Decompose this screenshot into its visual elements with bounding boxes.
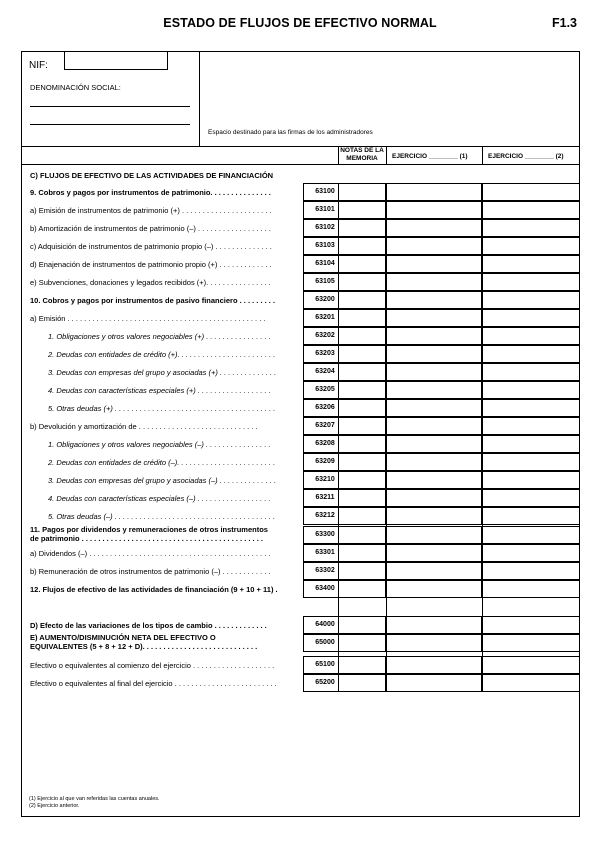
table-row [22,674,579,692]
ejercicio-1-cell[interactable] [386,453,482,471]
table-row [22,219,579,237]
ejercicio-1-cell[interactable] [386,363,482,381]
row-label: c) Adquisición de instrumentos de patrimonio propio (–) . . . . . . . . . . . . . . [30,242,272,251]
notas-cell[interactable] [338,435,386,453]
row-label: e) Subvenciones, donaciones y legados recibidos (+). . . . . . . . . . . . . . . . [30,278,271,287]
ejercicio-2-cell[interactable] [482,616,579,634]
row-code: 65000 [315,639,335,646]
table-row [22,562,579,580]
notas-cell[interactable] [338,417,386,435]
row-label: 4. Deudas con características especiales (–) . . . . . . . . . . . . . . . . . . [48,494,271,503]
table-row [22,489,579,507]
row-label: 12. Flujos de efectivo de las actividades de financiación (9 + 10 + 11) . [30,585,278,594]
ejercicio-2-cell[interactable] [482,255,579,273]
row-label: 2. Deudas con entidades de crédito (+). . . . . . . . . . . . . . . . . . . . . . . . [48,350,276,359]
row-label: b) Remuneración de otros instrumentos de patrimonio (–) . . . . . . . . . . . . [30,567,271,576]
notas-cell[interactable] [338,616,386,634]
denominacion-line-1[interactable] [30,106,190,107]
ejercicio-1-cell[interactable] [386,255,482,273]
row-label-continued: de patrimonio . . . . . . . . . . . . . . . . . . . . . . . . . . . . . . . . . . . . . . . . . . . . [30,533,263,543]
ejercicio-2-cell[interactable] [482,453,579,471]
row-code: 63205 [315,386,335,393]
ejercicio-1-cell[interactable] [386,309,482,327]
notas-cell[interactable] [338,580,386,598]
row-label: Efectivo o equivalentes al comienzo del ejercicio . . . . . . . . . . . . . . . . . . . . [30,661,275,670]
row-label: b) Devolución y amortización de . . . . . . . . . . . . . . . . . . . . . . . . . . . . . [30,422,258,431]
ejercicio-2-cell[interactable] [482,435,579,453]
table-row [22,201,579,219]
row-label: b) Amortización de instrumentos de patrimonio (–) . . . . . . . . . . . . . . . . . . [30,224,271,233]
col-divider [482,146,483,164]
ejercicio-1-cell[interactable] [386,526,482,544]
col-header-ejercicio-1: EJERCICIO ________ (1) [392,153,468,160]
ejercicio-1-cell[interactable] [386,291,482,309]
ejercicio-2-cell[interactable] [482,291,579,309]
table-row [22,363,579,381]
row-code: 63206 [315,404,335,411]
table-row [22,345,579,363]
col-divider [386,183,387,692]
table-row [22,327,579,345]
row-code: 63208 [315,440,335,447]
table-row [22,417,579,435]
row-code: 64000 [315,621,335,628]
form-frame [21,51,580,817]
notas-cell[interactable] [338,309,386,327]
col-divider [386,146,387,164]
table-row [22,237,579,255]
ejercicio-2-cell[interactable] [482,183,579,201]
row-label: Efectivo o equivalentes al final del ejercicio . . . . . . . . . . . . . . . . . . . . . . . . . [30,679,277,688]
table-row [22,453,579,471]
row-code: 65100 [315,661,335,668]
ejercicio-2-cell[interactable] [482,656,579,674]
form-code: F1.3 [551,16,577,30]
ejercicio-1-cell[interactable] [386,201,482,219]
col-divider [338,146,339,164]
ejercicio-1-cell[interactable] [386,562,482,580]
row-label: 1. Obligaciones y otros valores negociables (–) . . . . . . . . . . . . . . . . [48,440,271,449]
row-code: 63211 [315,494,335,501]
row-label: a) Dividendos (–) . . . . . . . . . . . . . . . . . . . . . . . . . . . . . . . . . . . . . . . . . . . . [30,549,271,558]
row-label: 5. Otras deudas (–) . . . . . . . . . . . . . . . . . . . . . . . . . . . . . . . . . . . . . . . [48,512,276,521]
table-row [22,309,579,327]
row-code: 63301 [315,549,335,556]
row-code: 63300 [315,531,335,538]
identity-block [22,52,200,146]
notas-cell[interactable] [338,544,386,562]
notas-cell[interactable] [338,255,386,273]
table-row [22,656,579,674]
ejercicio-1-cell[interactable] [386,544,482,562]
row-code: 63207 [315,422,335,429]
ejercicio-2-cell[interactable] [482,399,579,417]
notas-cell[interactable] [338,634,386,652]
row-label: 2. Deudas con entidades de crédito (–). . . . . . . . . . . . . . . . . . . . . . . . [48,458,276,467]
col-header-ejercicio-2: EJERCICIO ________ (2) [488,153,564,160]
denominacion-line-2[interactable] [30,124,190,125]
ejercicio-2-cell[interactable] [482,327,579,345]
ejercicio-2-cell[interactable] [482,201,579,219]
row-label: 4. Deudas con características especiales (+) . . . . . . . . . . . . . . . . . . [48,386,271,395]
nif-label: NIF: [29,60,48,71]
table-row [22,616,579,634]
notas-cell[interactable] [338,327,386,345]
ejercicio-2-cell[interactable] [482,219,579,237]
ejercicio-1-cell[interactable] [386,471,482,489]
ejercicio-1-cell[interactable] [386,580,482,598]
ejercicio-1-cell[interactable] [386,345,482,363]
row-code: 65200 [315,679,335,686]
section-heading-c: C) FLUJOS DE EFECTIVO DE LAS ACTIVIDADES DE FINANCIACIÓN [30,171,274,180]
table-row [22,471,579,489]
table-row [22,526,579,544]
notas-cell[interactable] [338,507,386,525]
ejercicio-2-cell[interactable] [482,363,579,381]
ejercicio-2-cell[interactable] [482,634,579,652]
notas-cell[interactable] [338,201,386,219]
row-label: 9. Cobros y pagos por instrumentos de patrimonio. . . . . . . . . . . . . . . [30,188,271,197]
col-header-notas: NOTAS DE LA MEMORIA [340,147,384,162]
table-row [22,255,579,273]
row-code: 63400 [315,585,335,592]
ejercicio-2-cell[interactable] [482,309,579,327]
row-code: 63212 [315,512,335,519]
ejercicio-1-cell[interactable] [386,656,482,674]
nif-field[interactable] [64,51,168,70]
notas-cell[interactable] [338,471,386,489]
ejercicio-2-cell[interactable] [482,381,579,399]
ejercicio-2-cell[interactable] [482,544,579,562]
document-title: ESTADO DE FLUJOS DE EFECTIVO NORMAL [163,16,437,30]
row-code: 63104 [315,260,335,267]
col-divider [338,183,339,692]
row-code: 63101 [315,206,335,213]
table-row [22,183,579,201]
notas-cell[interactable] [338,345,386,363]
table-row [22,634,579,652]
notas-cell[interactable] [338,399,386,417]
notas-cell[interactable] [338,656,386,674]
ejercicio-2-cell[interactable] [482,580,579,598]
row-label: 11. Pagos por dividendos y remuneraciones de otros instrumentos de patrimonio . . . . . . . . . . . . . . . . . . . . . . . . . . . . . . . . . . . . . . . . . . . . [30,525,268,543]
row-code: 63201 [315,314,335,321]
notas-cell[interactable] [338,219,386,237]
row-code: 63100 [315,188,335,195]
ejercicio-1-cell[interactable] [386,417,482,435]
divider [22,146,579,147]
row-label: 1. Obligaciones y otros valores negociables (+) . . . . . . . . . . . . . . . . [48,332,271,341]
row-code: 63302 [315,567,335,574]
table-row [22,381,579,399]
notas-cell[interactable] [338,526,386,544]
ejercicio-2-cell[interactable] [482,562,579,580]
ejercicio-2-cell[interactable] [482,471,579,489]
denominacion-label: DENOMINACIÓN SOCIAL: [30,83,121,92]
footnote-1: (1) Ejercicio al que van referidas las cuentas anuales. [29,796,160,802]
row-code: 63202 [315,332,335,339]
ejercicio-2-cell[interactable] [482,674,579,692]
ejercicio-1-cell[interactable] [386,219,482,237]
table-row [22,273,579,291]
ejercicio-1-cell[interactable] [386,399,482,417]
row-label: E) AUMENTO/DISMINUCIÓN NETA DEL EFECTIVO O EQUIVALENTES (5 + 8 + 12 + D). . . . . . . . . . . . . . . . . . . . . . . . . . . . [30,633,258,651]
notas-cell[interactable] [338,453,386,471]
notas-cell[interactable] [338,237,386,255]
notas-cell[interactable] [338,273,386,291]
row-label: 10. Cobros y pagos por instrumentos de pasivo financiero . . . . . . . . . [30,296,276,305]
ejercicio-1-cell[interactable] [386,634,482,652]
row-code: 63103 [315,242,335,249]
ejercicio-2-cell[interactable] [482,237,579,255]
row-code: 63105 [315,278,335,285]
notas-cell[interactable] [338,489,386,507]
divider [22,164,579,165]
row-label: a) Emisión de instrumentos de patrimonio (+) . . . . . . . . . . . . . . . . . . . . . . [30,206,272,215]
row-code: 63200 [315,296,335,303]
row-label: 3. Deudas con empresas del grupo y asociadas (+) . . . . . . . . . . . . . . [48,368,277,377]
ejercicio-1-cell[interactable] [386,183,482,201]
row-code: 63204 [315,368,335,375]
ejercicio-2-cell[interactable] [482,417,579,435]
ejercicio-1-cell[interactable] [386,616,482,634]
ejercicio-1-cell[interactable] [386,381,482,399]
ejercicio-2-cell[interactable] [482,273,579,291]
notas-cell[interactable] [338,291,386,309]
row-label: 3. Deudas con empresas del grupo y asociadas (–) . . . . . . . . . . . . . . [48,476,277,485]
row-label: a) Emisión . . . . . . . . . . . . . . . . . . . . . . . . . . . . . . . . . . . . . . . . . . . . . . . . [30,314,266,323]
row-label: d) Enajenación de instrumentos de patrimonio propio (+) . . . . . . . . . . . . . [30,260,272,269]
table-row [22,580,579,598]
ejercicio-2-cell[interactable] [482,507,579,525]
table-row [22,291,579,309]
col-divider [482,183,483,692]
table-row [22,544,579,562]
notas-cell[interactable] [338,562,386,580]
row-code: 63102 [315,224,335,231]
notas-cell[interactable] [338,381,386,399]
ejercicio-2-cell[interactable] [482,489,579,507]
ejercicio-1-cell[interactable] [386,507,482,525]
table-row [22,435,579,453]
ejercicio-2-cell[interactable] [482,526,579,544]
firmas-caption: Espacio destinado para las firmas de los administradores [208,129,373,136]
row-code: 63210 [315,476,335,483]
notas-cell[interactable] [338,183,386,201]
notas-cell[interactable] [338,363,386,381]
ejercicio-1-cell[interactable] [386,237,482,255]
ejercicio-1-cell[interactable] [386,327,482,345]
ejercicio-1-cell[interactable] [386,674,482,692]
ejercicio-1-cell[interactable] [386,489,482,507]
row-label: 5. Otras deudas (+) . . . . . . . . . . . . . . . . . . . . . . . . . . . . . . . . . . . . . . . [48,404,276,413]
ejercicio-2-cell[interactable] [482,345,579,363]
row-label-continued: EQUIVALENTES (5 + 8 + 12 + D). . . . . . . . . . . . . . . . . . . . . . . . . . . . [30,641,258,651]
row-code: 63203 [315,350,335,357]
table-row [22,507,579,525]
notas-cell[interactable] [338,674,386,692]
ejercicio-1-cell[interactable] [386,435,482,453]
row-code: 63209 [315,458,335,465]
table-row [22,399,579,417]
footnote-2: (2) Ejercicio anterior. [29,803,80,809]
ejercicio-1-cell[interactable] [386,273,482,291]
row-label: D) Efecto de las variaciones de los tipos de cambio . . . . . . . . . . . . . [30,621,267,630]
